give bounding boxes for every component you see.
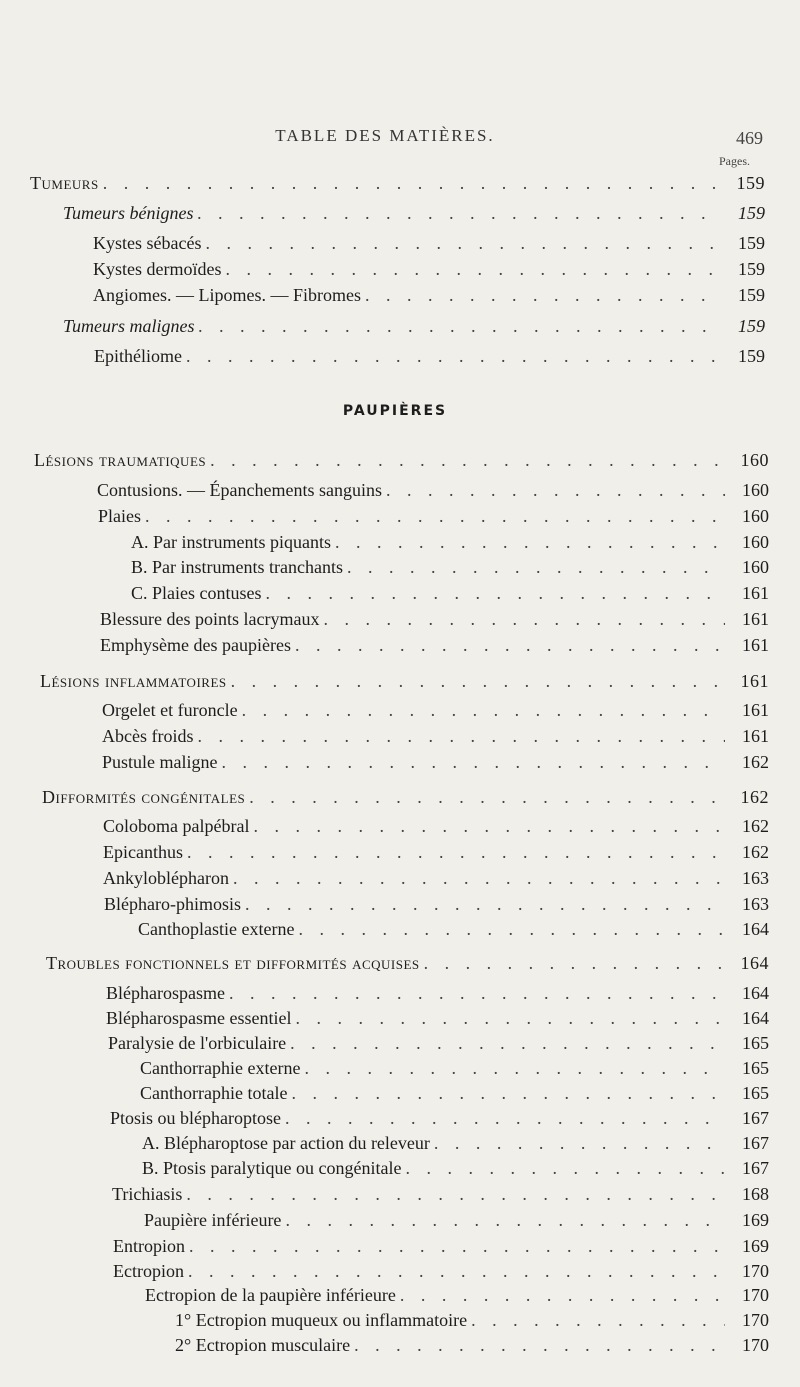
dot-leader bbox=[285, 1210, 725, 1231]
dot-leader bbox=[298, 919, 725, 940]
dot-leader bbox=[229, 983, 725, 1004]
toc-entry bbox=[103, 816, 769, 842]
toc-entry-page: 161 bbox=[742, 609, 769, 629]
toc-entry-page: 160 bbox=[742, 532, 769, 552]
toc-entry bbox=[131, 583, 769, 609]
dot-leader bbox=[231, 671, 725, 692]
dot-leader bbox=[386, 480, 725, 501]
toc-entry-page: 159 bbox=[738, 259, 765, 279]
toc-entry bbox=[40, 671, 769, 697]
toc-entry-page: 164 bbox=[740, 953, 769, 973]
toc-entry-page: 170 bbox=[742, 1335, 769, 1355]
toc-entry-page: 168 bbox=[742, 1184, 769, 1204]
toc-entry-page: 163 bbox=[742, 894, 769, 914]
dot-leader bbox=[365, 285, 721, 306]
dot-leader bbox=[187, 842, 725, 863]
dot-leader bbox=[266, 583, 726, 604]
dot-leader bbox=[253, 816, 725, 837]
dot-leader bbox=[400, 1285, 725, 1306]
toc-entry-label: Tumeurs bbox=[30, 173, 99, 193]
toc-entry bbox=[113, 1261, 769, 1287]
dot-leader bbox=[103, 173, 721, 194]
toc-entry-label: Lésions traumatiques bbox=[34, 450, 207, 470]
dot-leader bbox=[210, 450, 725, 471]
dot-leader bbox=[249, 787, 725, 808]
dot-leader bbox=[242, 700, 725, 721]
toc-entry bbox=[140, 1083, 769, 1109]
dot-leader bbox=[198, 203, 722, 224]
toc-entry-label: Epicanthus bbox=[103, 842, 183, 862]
toc-entry-page: 160 bbox=[742, 506, 769, 526]
toc-entry bbox=[63, 316, 765, 342]
dot-leader bbox=[304, 1058, 725, 1079]
toc-entry-label: B. Ptosis paralytique ou congénitale bbox=[142, 1158, 402, 1178]
toc-entry-label: B. Par instruments tranchants bbox=[131, 557, 343, 577]
dot-leader bbox=[290, 1033, 725, 1054]
toc-entry bbox=[131, 557, 769, 583]
toc-entry-page: 163 bbox=[742, 868, 769, 888]
toc-entry-page: 170 bbox=[742, 1285, 769, 1305]
dot-leader bbox=[222, 752, 726, 773]
dot-leader bbox=[199, 316, 721, 337]
toc-entry bbox=[30, 173, 765, 199]
dot-leader bbox=[205, 233, 721, 254]
toc-entry-page: 159 bbox=[738, 285, 765, 305]
toc-entry-page: 169 bbox=[742, 1236, 769, 1256]
dot-leader bbox=[295, 635, 725, 656]
toc-entry-page: 165 bbox=[742, 1058, 769, 1078]
toc-entry-page: 159 bbox=[738, 346, 765, 366]
toc-entry-page: 162 bbox=[742, 842, 769, 862]
dot-leader bbox=[225, 259, 721, 280]
toc-entry-label: 1° Ectropion muqueux ou inflammatoire bbox=[175, 1310, 468, 1330]
toc-entry-label: A. Blépharoptose par action du releveur bbox=[142, 1133, 430, 1153]
toc-entry-label: Tumeurs bénignes bbox=[63, 203, 194, 223]
toc-entry-label: Canthorraphie totale bbox=[140, 1083, 288, 1103]
dot-leader bbox=[424, 953, 725, 974]
toc-entry bbox=[140, 1058, 769, 1084]
toc-entry-label: Kystes dermoïdes bbox=[93, 259, 222, 279]
toc-entry-page: 170 bbox=[742, 1261, 769, 1281]
toc-entry-page: 164 bbox=[742, 1008, 769, 1028]
toc-entry-page: 164 bbox=[742, 983, 769, 1003]
toc-entry bbox=[100, 609, 769, 635]
toc-entry-label: Kystes sébacés bbox=[93, 233, 202, 253]
toc-entry-label: Tumeurs malignes bbox=[63, 316, 195, 336]
toc-entry-page: 159 bbox=[738, 203, 765, 223]
toc-entry bbox=[103, 842, 769, 868]
toc-entry-page: 169 bbox=[742, 1210, 769, 1230]
dot-leader bbox=[434, 1133, 725, 1154]
toc-entry-label: A. Par instruments piquants bbox=[131, 532, 331, 552]
toc-entry bbox=[93, 285, 765, 311]
toc-entry-page: 164 bbox=[742, 919, 769, 939]
dot-leader bbox=[335, 532, 725, 553]
toc-entry-page: 161 bbox=[742, 700, 769, 720]
toc-entry bbox=[142, 1133, 769, 1159]
dot-leader bbox=[347, 557, 725, 578]
dot-leader bbox=[189, 1236, 725, 1257]
toc-entry-page: 159 bbox=[736, 173, 765, 193]
toc-entry bbox=[42, 787, 769, 813]
toc-entry bbox=[34, 450, 769, 476]
toc-entry-label: Blépharo-phimosis bbox=[104, 894, 241, 914]
dot-leader bbox=[295, 1008, 725, 1029]
toc-entry bbox=[112, 1184, 769, 1210]
section-heading: PAUPIÈRES bbox=[342, 403, 448, 419]
toc-entry bbox=[46, 953, 769, 979]
toc-entry bbox=[94, 346, 765, 372]
toc-entry-label: Lésions inflammatoires bbox=[40, 671, 227, 691]
dot-leader bbox=[186, 1184, 725, 1205]
toc-entry-page: 167 bbox=[742, 1108, 769, 1128]
toc-entry-page: 161 bbox=[742, 583, 769, 603]
toc-entry bbox=[145, 1285, 769, 1311]
toc-entry bbox=[100, 635, 769, 661]
toc-entry bbox=[108, 1033, 769, 1059]
toc-entry-label: Paralysie de l'orbiculaire bbox=[108, 1033, 287, 1053]
page-number: 469 bbox=[736, 128, 763, 148]
toc-entry bbox=[110, 1108, 769, 1134]
toc-entry-label: Emphysème des paupières bbox=[100, 635, 291, 655]
toc-entry-label: Ectropion de la paupière inférieure bbox=[145, 1285, 396, 1305]
toc-entry bbox=[63, 203, 765, 229]
toc-entry-page: 167 bbox=[742, 1158, 769, 1178]
toc-entry-label: Entropion bbox=[113, 1236, 185, 1256]
toc-entry bbox=[138, 919, 769, 945]
toc-entry-page: 162 bbox=[742, 752, 769, 772]
toc-entry-page: 160 bbox=[742, 557, 769, 577]
dot-leader bbox=[291, 1083, 725, 1104]
toc-entry-label: Abcès froids bbox=[102, 726, 194, 746]
toc-entry-label: Blépharospasme bbox=[106, 983, 225, 1003]
toc-entry-label: Ectropion bbox=[113, 1261, 184, 1281]
toc-entry-page: 170 bbox=[742, 1310, 769, 1330]
toc-entry-label: Orgelet et furoncle bbox=[102, 700, 238, 720]
toc-entry-page: 167 bbox=[742, 1133, 769, 1153]
dot-leader bbox=[186, 346, 721, 367]
toc-entry-label: Contusions. — Épanchements sanguins bbox=[97, 480, 382, 500]
dot-leader bbox=[188, 1261, 725, 1282]
toc-entry bbox=[175, 1310, 769, 1336]
toc-entry-label: Plaies bbox=[98, 506, 141, 526]
toc-entry-page: 159 bbox=[738, 316, 765, 336]
pages-column-label: Pages. bbox=[719, 154, 750, 168]
toc-entry-label: Blépharospasme essentiel bbox=[106, 1008, 292, 1028]
dot-leader bbox=[323, 609, 725, 630]
toc-entry-page: 160 bbox=[742, 480, 769, 500]
toc-entry-label: Ptosis ou blépharoptose bbox=[110, 1108, 281, 1128]
toc-entry bbox=[142, 1158, 769, 1184]
dot-leader bbox=[471, 1310, 725, 1331]
toc-entry-page: 159 bbox=[738, 233, 765, 253]
toc-entry-label: Canthoplastie externe bbox=[138, 919, 295, 939]
toc-entry bbox=[102, 700, 769, 726]
toc-entry-label: Ankyloblépharon bbox=[103, 868, 229, 888]
dot-leader bbox=[145, 506, 725, 527]
dot-leader bbox=[285, 1108, 725, 1129]
toc-entry-label: Trichiasis bbox=[112, 1184, 183, 1204]
toc-entry bbox=[98, 506, 769, 532]
toc-entry-page: 160 bbox=[740, 450, 769, 470]
toc-entry-label: Canthorraphie externe bbox=[140, 1058, 301, 1078]
toc-entry bbox=[104, 894, 769, 920]
toc-entry-label: Difformités congénitales bbox=[42, 787, 246, 807]
toc-entry-label: Angiomes. — Lipomes. — Fibromes bbox=[93, 285, 361, 305]
toc-entry bbox=[175, 1335, 769, 1361]
toc-entry-label: Pustule maligne bbox=[102, 752, 218, 772]
toc-entry-page: 165 bbox=[742, 1033, 769, 1053]
dot-leader bbox=[197, 726, 725, 747]
running-title: TABLE DES MATIÈRES. bbox=[275, 126, 495, 145]
toc-entry-page: 162 bbox=[740, 787, 769, 807]
toc-entry-label: Blessure des points lacrymaux bbox=[100, 609, 320, 629]
toc-entry-label: C. Plaies contuses bbox=[131, 583, 262, 603]
toc-entry-page: 161 bbox=[742, 726, 769, 746]
toc-entry bbox=[97, 480, 769, 506]
toc-entry-page: 161 bbox=[742, 635, 769, 655]
toc-entry-page: 161 bbox=[740, 671, 769, 691]
dot-leader bbox=[233, 868, 725, 889]
toc-entry bbox=[131, 532, 769, 558]
toc-entry bbox=[106, 983, 769, 1009]
toc-entry bbox=[102, 752, 769, 778]
toc-entry-label: Coloboma palpébral bbox=[103, 816, 250, 836]
toc-entry bbox=[93, 259, 765, 285]
toc-entry-label: 2° Ectropion musculaire bbox=[175, 1335, 351, 1355]
toc-entry bbox=[102, 726, 769, 752]
toc-entry bbox=[144, 1210, 769, 1236]
toc-entry bbox=[106, 1008, 769, 1034]
dot-leader bbox=[354, 1335, 725, 1356]
dot-leader bbox=[405, 1158, 725, 1179]
toc-entry bbox=[103, 868, 769, 894]
dot-leader bbox=[245, 894, 725, 915]
toc-entry-label: Epithéliome bbox=[94, 346, 182, 366]
toc-entry bbox=[113, 1236, 769, 1262]
toc-entry-page: 165 bbox=[742, 1083, 769, 1103]
toc-entry-label: Paupière inférieure bbox=[144, 1210, 282, 1230]
toc-entry-page: 162 bbox=[742, 816, 769, 836]
toc-entry bbox=[93, 233, 765, 259]
toc-entry-label: Troubles fonctionnels et difformités acquises bbox=[46, 953, 420, 973]
